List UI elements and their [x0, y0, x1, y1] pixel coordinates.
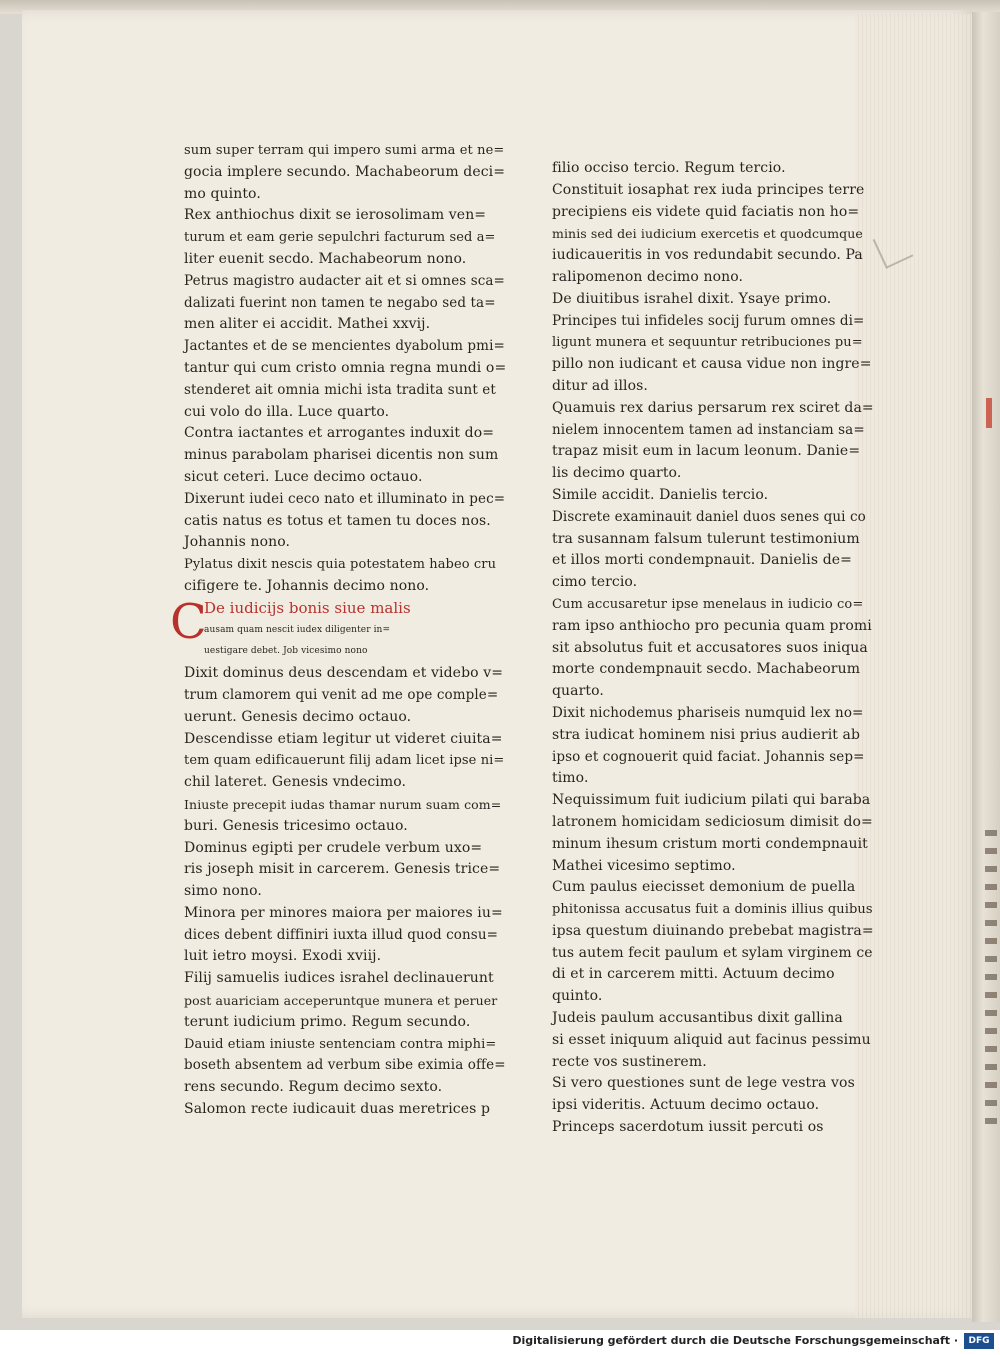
- text-line: Princeps sacerdotum iussit percuti os: [552, 1119, 824, 1136]
- text-line: rens secundo. Regum decimo sexto.: [184, 1079, 443, 1096]
- text-line: Constituit iosaphat rex iuda principes terre: [552, 181, 865, 198]
- text-line: Contra iactantes et arrogantes induxit do=: [184, 425, 495, 442]
- text-line: dalizati fuerint non tamen te negabo sed ta=: [184, 294, 496, 311]
- text-line: precipiens eis videte quid faciatis non ho=: [552, 203, 860, 220]
- rubric-initial: C: [170, 593, 207, 650]
- text-line: stenderet ait omnia michi ista tradita sunt et: [184, 381, 496, 398]
- text-line: nielem innocentem tamen ad instanciam sa=: [552, 421, 865, 438]
- text-line: Dominus egipti per crudele verbum uxo=: [184, 839, 483, 856]
- text-line: Petrus magistro audacter ait et si omnes sca=: [184, 272, 505, 289]
- text-line: dices debent diffiniri iuxta illud quod consu=: [184, 926, 499, 943]
- text-line: Johannis nono.: [184, 534, 291, 551]
- text-line: Iniuste precepit iudas thamar nurum suam com=: [184, 796, 502, 812]
- text-line: Quamuis rex darius persarum rex sciret da=: [552, 399, 874, 416]
- text-line: stra iudicat hominem nisi prius audierit ab: [552, 726, 861, 743]
- text-line: Dixit dominus deus descendam et videbo v=: [184, 665, 504, 682]
- left-text-column: [170, 140, 507, 1121]
- text-line: pillo non iudicant et causa vidue non ingre=: [552, 356, 872, 373]
- text-line: sit absolutus fuit et accusatores suos iniqua: [552, 639, 868, 656]
- text-line: Rex anthiochus dixit se ierosolimam ven=: [184, 207, 487, 224]
- text-line: Jactantes et de se mencientes dyabolum pmi=: [184, 338, 505, 355]
- text-line: mo quinto.: [184, 185, 261, 202]
- text-line: ipsi videritis. Actuum decimo octauo.: [552, 1097, 820, 1114]
- text-line: Simile accidit. Danielis tercio.: [552, 486, 769, 503]
- text-line: quarto.: [552, 683, 604, 700]
- text-line: uestigare debet. Job vicesimo nono: [204, 646, 368, 657]
- right-text-column: [552, 158, 874, 1139]
- text-line: ligunt munera et sequuntur retribuciones pu=: [552, 335, 863, 351]
- text-line: tra susannam falsum tulerunt testimonium: [552, 530, 860, 547]
- text-line: di et in carcerem mitti. Actuum decimo: [552, 966, 835, 983]
- facing-page-text-marks: [985, 830, 997, 1130]
- text-line: quinto.: [552, 988, 603, 1005]
- text-line: De diuitibus israhel dixit. Ysaye primo.: [552, 290, 832, 307]
- text-line: ram ipso anthiocho pro pecunia quam promi: [552, 617, 872, 634]
- facing-page-rubric-mark: [986, 398, 992, 428]
- text-line: sicut ceteri. Luce decimo octauo.: [184, 468, 423, 485]
- text-line: Principes tui infideles socij furum omnes di=: [552, 312, 865, 329]
- text-line: ralipomenon decimo nono.: [552, 268, 744, 285]
- text-line: men aliter ei accidit. Mathei xxvij.: [184, 316, 431, 333]
- text-line: et illos morti condempnauit. Danielis de=: [552, 552, 852, 569]
- left-column-lines-a: [184, 140, 506, 598]
- text-line: Minora per minores maiora per maiores iu=: [184, 904, 503, 921]
- text-line: cifigere te. Johannis decimo nono.: [184, 577, 430, 594]
- text-line: Cum accusaretur ipse menelaus in iudicio co=: [552, 596, 864, 612]
- text-line: phitonissa accusatus fuit a dominis illius quibus: [552, 902, 873, 918]
- text-line: cimo tercio.: [552, 574, 638, 591]
- text-line: Filij samuelis iudices israhel declinauerunt: [184, 970, 494, 987]
- text-line: timo.: [552, 770, 589, 787]
- dfg-logo: DFG: [964, 1333, 994, 1349]
- right-column-lines: [552, 158, 874, 1139]
- text-line: minum ihesum cristum morti condempnauit: [552, 835, 868, 852]
- text-line: post auariciam acceperuntque munera et peruer: [184, 993, 498, 1009]
- text-line: Si vero questiones sunt de lege vestra vos: [552, 1075, 855, 1092]
- text-line: catis natus es totus et tamen tu doces nos.: [184, 512, 491, 529]
- text-line: filio occiso tercio. Regum tercio.: [552, 160, 786, 176]
- text-line: ipso et cognouerit quid faciat. Johannis sep=: [552, 748, 865, 765]
- text-line: tem quam edificauerunt filij adam licet ipse ni=: [184, 753, 505, 769]
- text-line: Cum paulus eiecisset demonium de puella: [552, 879, 856, 896]
- text-line: lis decimo quarto.: [552, 465, 682, 482]
- text-line: trum clamorem qui venit ad me ope comple=: [184, 686, 499, 703]
- left-column-lines-b: [184, 620, 506, 1121]
- text-line: tantur qui cum cristo omnia regna mundi o=: [184, 359, 507, 376]
- text-line: gocia implere secundo. Machabeorum deci=: [184, 163, 506, 180]
- footer-credit: Digitalisierung gefördert durch die Deutsche Forschungsgemeinschaft ·: [512, 1334, 958, 1347]
- text-line: Judeis paulum accusantibus dixit gallina: [552, 1010, 843, 1027]
- text-line: morte condempnauit secdo. Machabeorum: [552, 661, 861, 678]
- text-line: Dixit nichodemus phariseis numquid lex no=: [552, 704, 864, 721]
- text-line: turum et eam gerie sepulchri facturum sed a=: [184, 230, 496, 246]
- text-line: Discrete examinauit daniel duos senes qui co: [552, 508, 866, 525]
- text-line: liter euenit secdo. Machabeorum nono.: [184, 250, 467, 267]
- text-line: uerunt. Genesis decimo octauo.: [184, 708, 412, 725]
- text-line: terunt iudicium primo. Regum secundo.: [184, 1013, 471, 1030]
- text-line: trapaz misit eum in lacum leonum. Danie=: [552, 443, 861, 460]
- text-line: si esset iniquum aliquid aut facinus pessimu: [552, 1031, 871, 1048]
- text-line: ditur ad illos.: [552, 377, 648, 394]
- text-line: buri. Genesis tricesimo octauo.: [184, 817, 408, 834]
- text-line: Descendisse etiam legitur ut videret ciuita=: [184, 730, 503, 747]
- text-line: Dixerunt iudei ceco nato et illuminato in pec=: [184, 490, 506, 507]
- digitization-footer: [0, 1330, 1000, 1355]
- text-line: luit ietro moysi. Exodi xviij.: [184, 948, 382, 965]
- text-line: ausam quam nescit iudex diligenter in=: [204, 624, 391, 635]
- rubric-heading-text: De iudicijs bonis siue malis: [204, 598, 411, 617]
- text-line: Nequissimum fuit iudicium pilati qui baraba: [552, 792, 871, 809]
- text-line: ipsa questum diuinando prebebat magistra=: [552, 922, 874, 939]
- text-line: Mathei vicesimo septimo.: [552, 857, 736, 874]
- text-line: simo nono.: [184, 883, 262, 900]
- text-line: boseth absentem ad verbum sibe eximia offe=: [184, 1057, 506, 1074]
- text-line: cui volo do illa. Luce quarto.: [184, 403, 390, 420]
- text-line: iudicaueritis in vos redundabit secundo. Pa: [552, 247, 863, 264]
- text-line: recte vos sustinerem.: [552, 1053, 707, 1070]
- text-line: minis sed dei iudicium exercetis et quodcumque: [552, 226, 863, 242]
- text-line: Dauid etiam iniuste sentenciam contra miphi=: [184, 1036, 497, 1052]
- text-line: ris joseph misit in carcerem. Genesis trice=: [184, 861, 501, 878]
- text-line: tus autem fecit paulum et sylam virginem ce: [552, 944, 873, 961]
- text-line: chil lateret. Genesis vndecimo.: [184, 774, 407, 791]
- text-line: minus parabolam pharisei dicentis non sum: [184, 447, 499, 464]
- text-line: latronem homicidam sediciosum dimisit do=: [552, 813, 873, 830]
- text-line: Pylatus dixit nescis quia potestatem habeo cru: [184, 557, 497, 573]
- text-line: Salomon recte iudicauit duas meretrices p: [184, 1101, 491, 1118]
- text-line: sum super terram qui impero sumi arma et ne=: [184, 143, 505, 158]
